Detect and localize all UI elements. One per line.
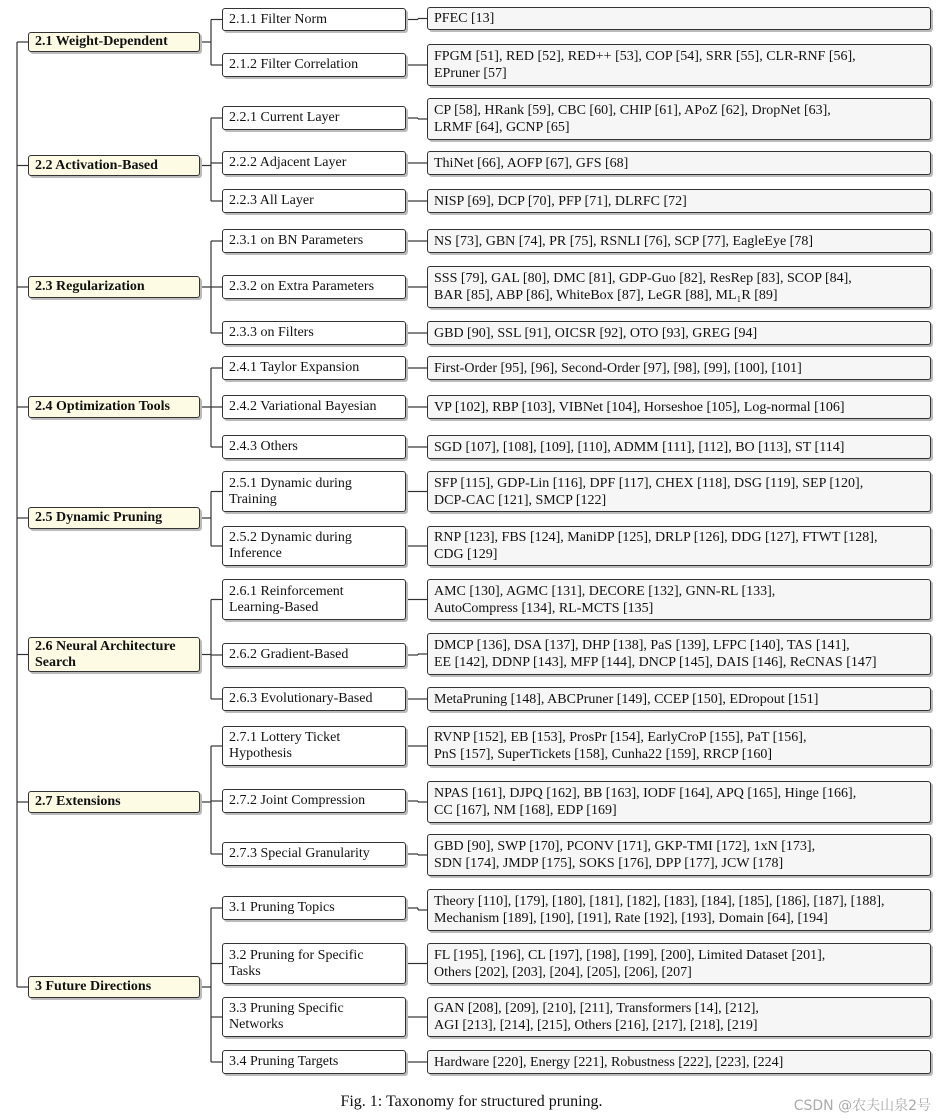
subcategory-box-text: 2.4.3 Others (229, 439, 298, 454)
methods-box (427, 151, 931, 175)
category-box (28, 637, 200, 672)
methods-box-text: ThiNet [66], AOFP [67], GFS [68] (434, 155, 629, 171)
methods-box-text: SGD [107], [108], [109], [110], ADMM [111], [112], BO [113], ST [114] (434, 439, 845, 455)
methods-box-text: NPAS [161], DJPQ [162], BB [163], IODF [164], APQ [165], Hinge [166], CC [167], NM [168], EDP [169] (434, 786, 857, 818)
subcategory-box (222, 8, 406, 31)
subcategory-box-text: 3.1 Pruning Topics (229, 900, 335, 915)
subcategory-box-text: 2.4.1 Taylor Expansion (229, 360, 360, 375)
methods-box-text: GAN [208], [209], [210], [211], Transformers [14], [212], AGI [213], [214], [215], Others [216], [217], [218], [219] (434, 1001, 759, 1033)
methods-box-text: PFEC [13] (434, 11, 495, 26)
subcategory-box-text: 2.3.2 on Extra Parameters (229, 279, 375, 294)
subcategory-box (222, 275, 406, 299)
methods-box-text: Theory [110], [179], [180], [181], [182], [183], [184], [185], [186], [187], [188], Mechanism [189], [190], [191], Rate [192], [193], Domain [64], [194] (434, 894, 885, 926)
subcategory-box-text: 2.5.2 Dynamic during Inference (229, 530, 352, 561)
subcategory-box (222, 579, 406, 620)
figure-caption: Fig. 1: Taxonomy for structured pruning. (340, 1093, 603, 1110)
subcategory-box (222, 687, 406, 711)
methods-box (427, 229, 931, 253)
methods-box (427, 356, 931, 380)
category-box-text: 2.5 Dynamic Pruning (35, 510, 163, 525)
category-box-text: 2.4 Optimization Tools (35, 399, 170, 414)
methods-box (427, 1050, 931, 1074)
subcategory-box-text: 2.6.2 Gradient-Based (229, 647, 349, 662)
methods-box (427, 98, 931, 140)
methods-box (427, 781, 931, 823)
subcategory-box-text: 2.7.3 Special Granularity (229, 846, 370, 861)
methods-box (427, 834, 931, 876)
category-box-text: 2.2 Activation-Based (35, 157, 158, 173)
subcategory-box (222, 1050, 406, 1074)
methods-box-text: VP [102], RBP [103], VIBNet [104], Horseshoe [105], Log-normal [106] (434, 399, 845, 415)
methods-box-text: RNP [123], FBS [124], ManiDP [125], DRLP [126], DDG [127], FTWT [128], CDG [129] (434, 530, 878, 562)
subcategory-box (222, 435, 406, 459)
category-box (28, 276, 200, 298)
subcategory-box (222, 943, 406, 984)
methods-box (427, 687, 931, 711)
subcategory-box (222, 789, 406, 813)
methods-box (427, 943, 931, 984)
subcategory-box (222, 896, 406, 920)
subcategory-box (222, 842, 406, 866)
methods-box-text: FL [195], [196], CL [197], [198], [199], [200], Limited Dataset [201], Others [202], [203], [204], [205], [206], [207] (434, 947, 826, 980)
subcategory-box-text: 2.2.1 Current Layer (229, 110, 340, 125)
subcategory-box (222, 106, 406, 130)
methods-box-text: GBD [90], SSL [91], OICSR [92], OTO [93], GREG [94] (434, 325, 758, 341)
category-box (28, 507, 200, 529)
methods-box (427, 471, 931, 512)
methods-box-text: CP [58], HRank [59], CBC [60], CHIP [61], APoZ [62], DropNet [63], LRMF [64], GCNP [65] (434, 103, 831, 135)
category-box (28, 155, 200, 176)
methods-box (427, 579, 931, 620)
methods-box (427, 189, 931, 213)
subcategory-box (222, 356, 406, 380)
subcategory-box-text: 2.6.3 Evolutionary-Based (229, 691, 373, 706)
methods-box-text: MetaPruning [148], ABCPruner [149], CCEP [150], EDropout [151] (434, 691, 819, 707)
subcategory-box (222, 526, 406, 566)
category-box-text: 2.1 Weight-Dependent (35, 34, 168, 49)
category-box (28, 396, 200, 418)
methods-box (427, 44, 931, 86)
methods-box-text: SSS [79], GAL [80], DMC [81], GDP-Guo [82], ResRep [83], SCOP [84], BAR [85], ABP [86], WhiteBox [87], LeGR [88], ML₁R [89] (434, 271, 852, 303)
watermark: CSDN @农夫山泉2号 (793, 1098, 931, 1114)
subcategory-box (222, 471, 406, 512)
subcategory-box-text: 2.3.3 on Filters (229, 325, 314, 340)
category-box (28, 791, 200, 813)
methods-box (427, 321, 931, 345)
methods-box (427, 889, 931, 931)
methods-box-text: FPGM [51], RED [52], RED++ [53], COP [54], SRR [55], CLR-RNF [56], EPruner [57] (434, 49, 856, 81)
methods-box (427, 266, 931, 308)
methods-box-text: AMC [130], AGMC [131], DECORE [132], GNN-RL [133], AutoCompress [134], RL-MCTS [135] (434, 583, 776, 616)
methods-box-text: First-Order [95], [96], Second-Order [97], [98], [99], [100], [101] (434, 360, 802, 376)
subcategory-box (222, 53, 406, 77)
subcategory-box-text: 2.3.1 on BN Parameters (229, 233, 364, 248)
subcategory-box-text: 3.3 Pruning Specific Networks (229, 1001, 344, 1032)
subcategory-box-text: 3.4 Pruning Targets (229, 1054, 339, 1069)
methods-box (427, 633, 931, 675)
methods-box (427, 526, 931, 566)
subcategory-box-text: 2.2.3 All Layer (229, 193, 314, 208)
methods-box (427, 435, 931, 459)
subcategory-box-text: 2.7.1 Lottery Ticket Hypothesis (229, 730, 341, 761)
subcategory-box-text: 3.2 Pruning for Specific Tasks (229, 947, 364, 979)
methods-box (427, 997, 931, 1037)
category-box-text: 2.3 Regularization (35, 279, 145, 294)
category-box (28, 976, 200, 998)
methods-box (427, 726, 931, 766)
subcategory-box (222, 726, 406, 766)
subcategory-box-text: 2.6.1 Reinforcement Learning-Based (229, 583, 344, 615)
category-box-text: 2.7 Extensions (35, 794, 121, 809)
subcategory-box-text: 2.1.1 Filter Norm (229, 11, 327, 27)
methods-box-text: RVNP [152], EB [153], ProsPr [154], EarlyCroP [155], PaT [156], PnS [157], SuperTickets [158], Cunha22 [159], RRCP [160] (434, 730, 807, 762)
methods-box-text: GBD [90], SWP [170], PCONV [171], GKP-TMI [172], 1xN [173], SDN [174], JMDP [175], SOKS [176], DPP [177], JCW [178] (434, 839, 816, 871)
methods-box-text: Hardware [220], Energy [221], Robustness [222], [223], [224] (434, 1054, 784, 1070)
methods-box (427, 7, 931, 30)
subcategory-box (222, 997, 406, 1037)
methods-box-text: DMCP [136], DSA [137], DHP [138], PaS [139], LFPC [140], TAS [141], EE [142], DDNP [143], MFP [144], DNCP [145], DAIS [146], ReCNAS [147] (434, 638, 877, 670)
subcategory-box (222, 395, 406, 419)
category-box-text: 2.6 Neural Architecture Search (35, 638, 176, 670)
subcategory-box-text: 2.2.2 Adjacent Layer (229, 155, 347, 170)
subcategory-box (222, 321, 406, 345)
methods-box-text: NISP [69], DCP [70], PFP [71], DLRFC [72] (434, 193, 687, 209)
subcategory-box (222, 229, 406, 253)
subcategory-box-text: 2.4.2 Variational Bayesian (229, 399, 377, 414)
subcategory-box (222, 189, 406, 213)
category-box (28, 32, 200, 52)
subcategory-box (222, 151, 406, 175)
subcategory-box-text: 2.7.2 Joint Compression (229, 793, 366, 808)
subcategory-box (222, 643, 406, 667)
subcategory-box-text: 2.1.2 Filter Correlation (229, 57, 359, 72)
subcategory-box-text: 2.5.1 Dynamic during Training (229, 475, 352, 507)
methods-box-text: SFP [115], GDP-Lin [116], DPF [117], CHEX [118], DSG [119], SEP [120], DCP-CAC [121], SMCP [122] (434, 475, 864, 508)
methods-box-text: NS [73], GBN [74], PR [75], RSNLI [76], SCP [77], EagleEye [78] (434, 233, 813, 249)
category-box-text: 3 Future Directions (35, 979, 152, 994)
methods-box (427, 395, 931, 419)
